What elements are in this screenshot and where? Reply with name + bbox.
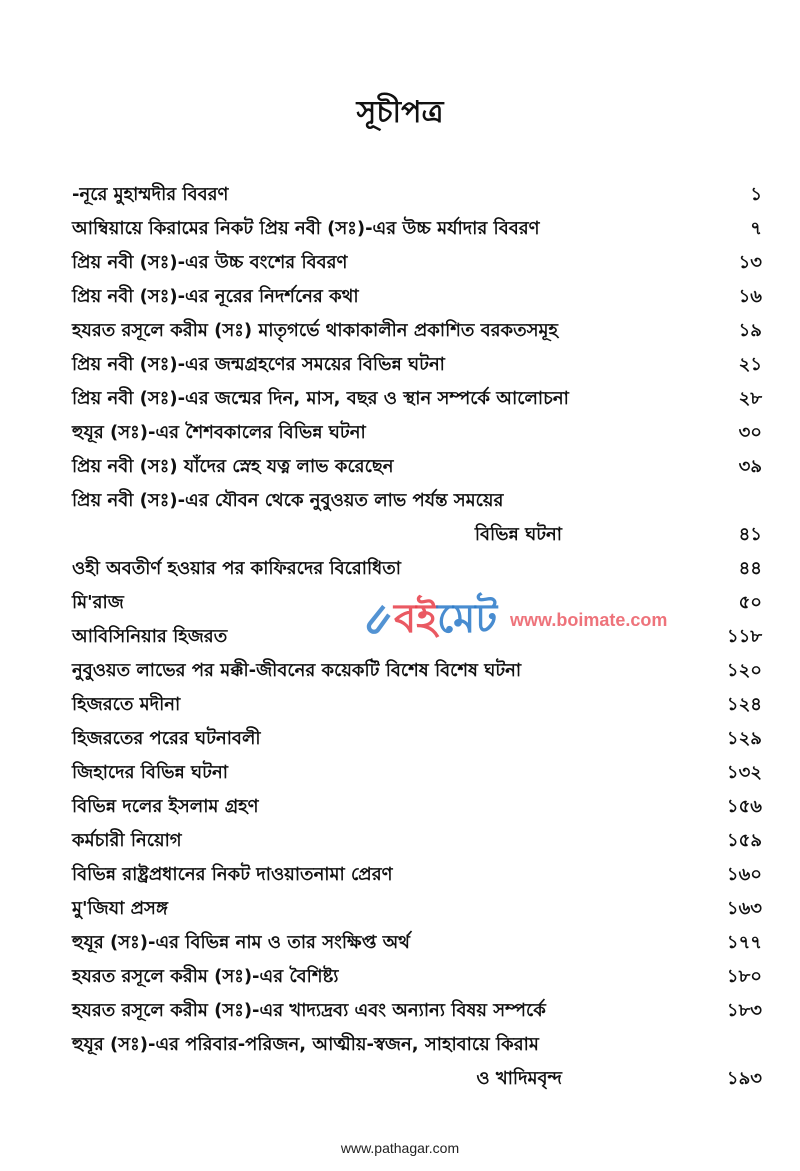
toc-entry	[72, 450, 762, 484]
entry-title-line: নুবুওয়ত লাভের পর মক্কী-জীবনের কয়েকটি বিশেষ বিশেষ ঘটনা	[72, 660, 522, 681]
entry-page-number: ১৫৯	[726, 830, 762, 851]
watermark-url: www.boimate.com	[510, 610, 668, 630]
toc-entry	[72, 654, 762, 688]
entry-title-continuation: বিভিন্ন ঘটনা	[474, 524, 562, 545]
entry-title-line: -নূরে মুহাম্মদীর বিবরণ	[72, 184, 229, 205]
entry-page-number: ৭	[750, 218, 762, 239]
entry-page-number: ১	[750, 184, 762, 205]
entry-title-line: মু'জিযা প্রসঙ্গ	[72, 898, 168, 919]
entry-title-line: প্রিয় নবী (সঃ)-এর যৌবন থেকে নুবুওয়ত লাভ পর্যন্ত সময়ের	[72, 490, 504, 511]
footer-url: www.pathagar.com	[340, 1140, 460, 1156]
entry-title	[72, 858, 692, 892]
entry-title	[72, 1028, 692, 1096]
entry-page-number: ১৬০	[726, 864, 762, 885]
entry-title	[72, 790, 692, 824]
entry-title-line: বিভিন্ন দলের ইসলাম গ্রহণ	[72, 796, 259, 817]
entry-title	[72, 382, 692, 416]
toc-entry	[72, 382, 762, 416]
entry-title-line: মি'রাজ	[72, 592, 124, 613]
entry-page-number: ৪৪	[738, 558, 762, 579]
entry-title	[72, 348, 692, 382]
toc-entry	[72, 858, 762, 892]
entry-title	[72, 484, 692, 552]
entry-page-number: ১৭৭	[726, 932, 762, 953]
toc-entry	[72, 586, 762, 620]
entry-title-line: কর্মচারী নিয়োগ	[72, 830, 182, 851]
page-title: সূচীপত্র	[356, 95, 444, 130]
entry-title-line: প্রিয় নবী (সঃ)-এর উচ্চ বংশের বিবরণ	[72, 252, 348, 273]
entry-page-number: ৩৯	[738, 456, 762, 477]
entry-title-line: হুযূর (সঃ)-এর পরিবার-পরিজন, আত্মীয়-স্বজন, সাহাবায়ে কিরাম	[72, 1034, 539, 1055]
entry-title-line: প্রিয় নবী (সঃ)-এর জন্মের দিন, মাস, বছর ও স্থান সম্পর্কে আলোচনা	[72, 388, 569, 409]
entry-page-number: ১২৯	[726, 728, 762, 749]
toc-entry	[72, 280, 762, 314]
toc-entry	[72, 484, 762, 552]
entry-title-line: হুযূর (সঃ)-এর বিভিন্ন নাম ও তার সংক্ষিপ্ত অর্থ	[72, 932, 410, 953]
toc-entry	[72, 926, 762, 960]
entry-title	[72, 722, 692, 756]
entry-title	[72, 246, 692, 280]
entry-title	[72, 620, 692, 654]
toc-entry	[72, 756, 762, 790]
entry-page-number: ১৩২	[726, 762, 762, 783]
entry-title-line: হযরত রসূলে করীম (সঃ)-এর বৈশিষ্ট্য	[72, 966, 339, 987]
toc-entry	[72, 688, 762, 722]
entry-title-line: ওহী অবতীর্ণ হওয়ার পর কাফিরদের বিরোধিতা	[72, 558, 401, 579]
entry-title	[72, 960, 692, 994]
entry-page-number: ১২৪	[726, 694, 762, 715]
entry-title	[72, 994, 692, 1028]
entry-page-number: ১৯৩	[726, 1068, 762, 1089]
entry-title	[72, 892, 692, 926]
entry-title	[72, 280, 692, 314]
entry-page-number: ৫০	[738, 592, 762, 613]
entry-title	[72, 212, 692, 246]
entry-title-line: হযরত রসূলে করীম (সঃ) মাতৃগর্ভে থাকাকালীন প্রকাশিত বরকতসমূহ	[72, 320, 558, 341]
entry-title-continuation: ও খাদিমবৃন্দ	[476, 1068, 562, 1089]
toc-entry	[72, 178, 762, 212]
entry-page-number: ১৬৩	[726, 898, 762, 919]
entry-title	[72, 416, 692, 450]
entry-title-line: প্রিয় নবী (সঃ)-এর নূরের নিদর্শনের কথা	[72, 286, 359, 307]
toc-entry	[72, 1028, 762, 1096]
toc-entry	[72, 552, 762, 586]
entry-title	[72, 824, 692, 858]
entry-page-number: ১১৮	[726, 626, 762, 647]
entry-title	[72, 654, 692, 688]
entry-title-line: হিজরতের পরের ঘটনাবলী	[72, 728, 261, 749]
entry-title	[72, 926, 692, 960]
toc-entry	[72, 994, 762, 1028]
entry-page-number: ৩০	[738, 422, 762, 443]
toc-entry	[72, 416, 762, 450]
entry-title-line: প্রিয় নবী (সঃ) যাঁদের স্নেহ যত্ন লাভ করেছেন	[72, 456, 394, 477]
entry-title	[72, 314, 692, 348]
toc-entry	[72, 722, 762, 756]
toc-entry	[72, 824, 762, 858]
entry-title	[72, 450, 692, 484]
toc-entry	[72, 348, 762, 382]
entry-page-number: ১৯	[738, 320, 762, 341]
entry-page-number: ১২০	[726, 660, 762, 681]
entry-title-line: বিভিন্ন রাষ্ট্রপ্রধানের নিকট দাওয়াতনামা প্রেরণ	[72, 864, 393, 885]
entry-page-number: ১৬	[738, 286, 762, 307]
toc-entry	[72, 892, 762, 926]
toc-entry	[72, 790, 762, 824]
entry-title	[72, 756, 692, 790]
entry-title	[72, 586, 692, 620]
entry-page-number: ১৮৩	[726, 1000, 762, 1021]
entry-title-line: হুযূর (সঃ)-এর শৈশবকালের বিভিন্ন ঘটনা	[72, 422, 366, 443]
entry-page-number: ২৮	[738, 388, 762, 409]
toc-entry	[72, 314, 762, 348]
toc-entry	[72, 620, 762, 654]
logo-part-red: বই	[394, 596, 438, 642]
entry-page-number: ১৩	[738, 252, 762, 273]
entry-title	[72, 552, 692, 586]
entry-page-number: ৪১	[738, 524, 762, 545]
table-of-contents	[72, 178, 762, 1096]
entry-title-line: আবিসিনিয়ার হিজরত	[72, 626, 228, 647]
toc-entry	[72, 960, 762, 994]
entry-title-line: আম্বিয়ায়ে কিরামের নিকট প্রিয় নবী (সঃ)-এর উচ্চ মর্যাদার বিবরণ	[72, 218, 540, 239]
entry-title-line: হযরত রসূলে করীম (সঃ)-এর খাদ্যদ্রব্য এবং অন্যান্য বিষয় সম্পর্কে	[72, 1000, 546, 1021]
entry-title	[72, 178, 692, 212]
entry-page-number: ১৫৬	[726, 796, 762, 817]
entry-title-line: প্রিয় নবী (সঃ)-এর জন্মগ্রহণের সময়ের বিভিন্ন ঘটনা	[72, 354, 445, 375]
toc-entry	[72, 212, 762, 246]
entry-title-line: জিহাদের বিভিন্ন ঘটনা	[72, 762, 228, 783]
entry-page-number: ১৮০	[726, 966, 762, 987]
entry-title	[72, 688, 692, 722]
logo-part-blue: মেট	[437, 596, 498, 642]
entry-page-number: ২১	[738, 354, 762, 375]
entry-title-line: হিজরতে মদীনা	[72, 694, 181, 715]
toc-entry	[72, 246, 762, 280]
